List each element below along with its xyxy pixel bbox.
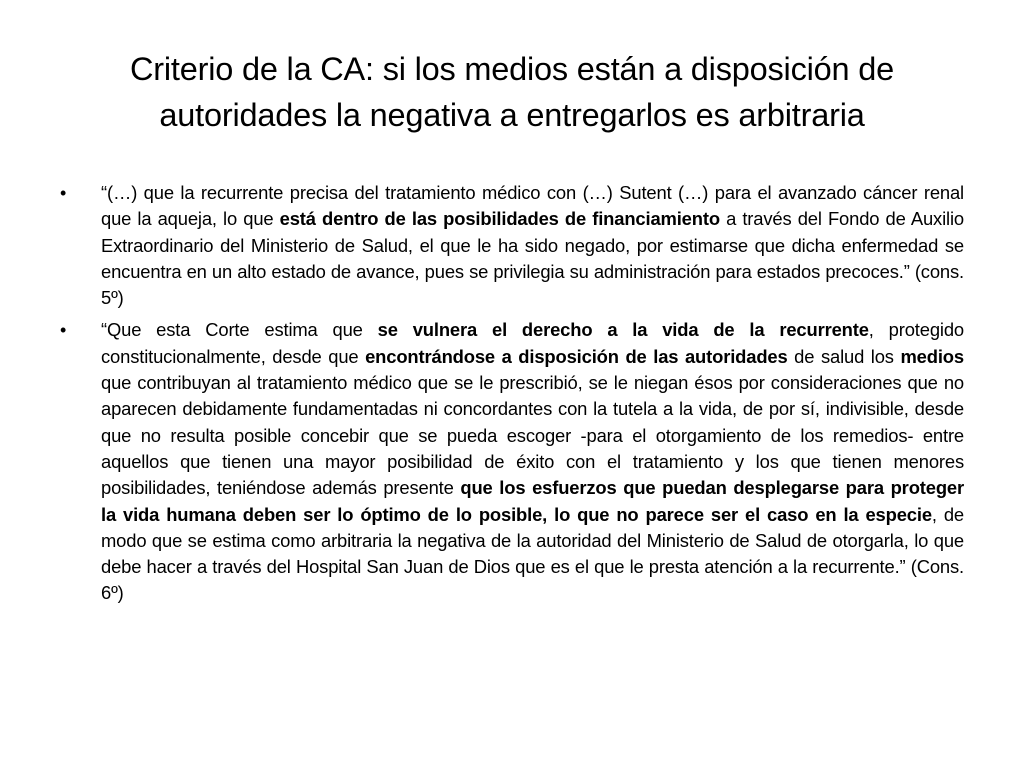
- text-segment: “Que esta Corte estima que: [101, 319, 378, 341]
- bullet-list: [52, 180, 964, 613]
- slide-title: [60, 46, 964, 138]
- bullet-dot-icon: •: [60, 183, 67, 203]
- bold-segment: encontrándose a disposición de las autoridades: [365, 345, 788, 367]
- bold-segment: se vulnera el derecho a la vida de la recurrente: [377, 319, 869, 341]
- text-segment: , protegido constitucionalmente, desde que: [101, 319, 964, 367]
- bullet-item-2: [52, 317, 964, 606]
- text-segment: “(…) que la recurrente precisa del tratamiento médico con (…) Sutent (…) para el avanzado cáncer renal que la aqueja, lo que: [101, 182, 964, 230]
- slide-title-line-2: autoridades la negativa a entregarlos es arbitraria: [159, 97, 865, 133]
- slide-title-line-1: Criterio de la CA: si los medios están a disposición de: [130, 51, 894, 87]
- text-segment: , de modo que se estima como arbitraria la negativa de la autoridad del Ministerio de Salud de otorgarla, lo que debe hacer a través del Hospital San Juan de Dios que es el que le presta atención a la recurrente.” (Cons. 6º): [101, 503, 964, 604]
- bullet-text: [101, 319, 964, 603]
- bold-segment: medios: [900, 345, 964, 367]
- bullet-item-1: [52, 180, 964, 311]
- text-segment: a través del Fondo de Auxilio Extraordinario del Ministerio de Salud, el que le ha sido negado, por estimarse que dicha enfermedad se encuentra en un alto estado de avance, pues se privilegia su administración para estados precoces.” (cons. 5º): [101, 208, 964, 309]
- bold-segment: está dentro de las posibilidades de financiamiento: [279, 208, 720, 230]
- bullet-dot-icon: •: [60, 320, 67, 341]
- text-segment: de salud los: [787, 345, 901, 367]
- bullet-text: [101, 182, 964, 308]
- text-segment: que contribuyan al tratamiento médico que se le prescribió, se le niegan ésos por consideraciones que no aparecen debidamente fundamentadas ni concordantes con la tutela a la vida, de por sí, indivisible, desde que no resulta posible concebir que se pueda escoger -para el otorgamiento de los remedios- entre aquellos que tienen una mayor posibilidad de éxito con el tratamiento y los que tienen menores posibilidades, teniéndose además presente: [101, 372, 964, 499]
- bold-segment: que los esfuerzos que puedan desplegarse para proteger la vida humana deben ser lo óptimo de lo posible, lo que no parece ser el caso en la especie: [101, 477, 964, 525]
